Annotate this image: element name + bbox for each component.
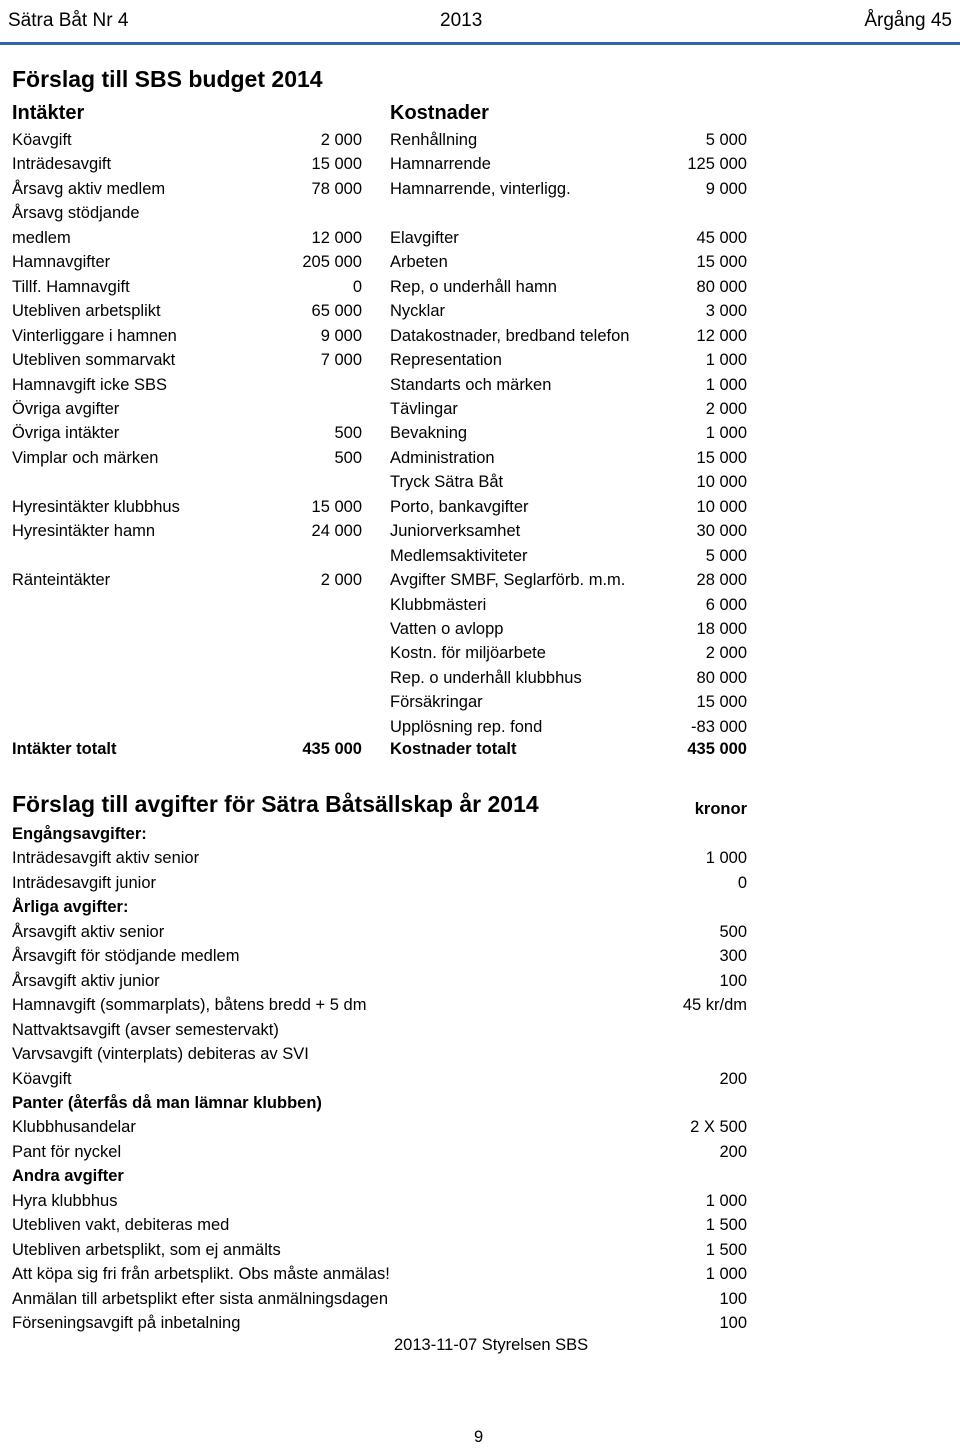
costs-total-row [390, 737, 747, 761]
income-amount: 205 000 [302, 253, 362, 272]
fee-amount: 0 [737, 873, 747, 892]
fee-amount: 100 [719, 1289, 747, 1308]
cost-label: Juniorverksamhet [390, 522, 521, 541]
cost-label: Upplösning rep. fond [390, 717, 543, 736]
cost-amount: 6 000 [705, 595, 747, 614]
income-amount: 24 000 [311, 522, 362, 541]
income-row [12, 324, 362, 348]
income-label: Årsavg stödjande [12, 204, 140, 223]
income-row [12, 152, 362, 176]
cost-amount: 1 000 [705, 424, 747, 443]
income-row [12, 250, 362, 274]
fee-amount: 500 [719, 922, 747, 941]
income-row [12, 446, 362, 470]
income-label: Övriga intäkter [12, 424, 120, 443]
fee-amount: 300 [719, 947, 747, 966]
budget-title: Förslag till SBS budget 2014 [12, 66, 323, 92]
cost-label: Representation [390, 351, 502, 370]
fee-amount: 1 000 [705, 1265, 747, 1284]
fee-label: Pant för nyckel [12, 1142, 122, 1161]
income-amount: 2 000 [320, 131, 362, 149]
cost-label: Vatten o avlopp [390, 620, 504, 638]
income-label: Utebliven sommarvakt [12, 351, 176, 370]
income-row [12, 348, 362, 372]
income-label: Hyresintäkter klubbhus [12, 497, 180, 516]
income-row [12, 299, 362, 323]
fee-label: Utebliven arbetsplikt, som ej anmälts [12, 1240, 281, 1259]
cost-row [390, 715, 747, 739]
fee-row [12, 1018, 747, 1042]
cost-row [390, 470, 747, 494]
fee-amount: 1 500 [705, 1216, 747, 1235]
fee-label: Klubbhusandelar [12, 1118, 136, 1137]
income-total-row [12, 737, 362, 761]
cost-row [390, 128, 747, 152]
fee-row [12, 846, 747, 870]
cost-row [390, 152, 747, 176]
cost-label: Elavgifter [390, 228, 459, 247]
fee-amount: 2 X 500 [690, 1118, 747, 1137]
header-publication: Sätra Båt Nr 4 [8, 10, 129, 31]
cost-row [390, 495, 747, 519]
fee-amount: 200 [719, 1142, 747, 1161]
income-amount: 9 000 [320, 326, 362, 345]
fee-amount: 45 kr/dm [682, 996, 747, 1015]
fees-unit-header: kronor [694, 800, 747, 818]
fees-unit-header-row [600, 797, 747, 821]
fee-row [12, 871, 747, 895]
fee-row [12, 1067, 747, 1091]
cost-amount: 2 000 [705, 644, 747, 663]
header-volume: Årgång 45 [864, 10, 952, 31]
cost-amount: 10 000 [696, 497, 747, 516]
income-label: Hamnavgift icke SBS [12, 375, 167, 394]
cost-label: Klubbmästeri [390, 595, 487, 614]
cost-row [390, 519, 747, 543]
fee-row [12, 895, 747, 919]
cost-label: Arbeten [390, 253, 448, 272]
income-row [12, 421, 362, 445]
fee-row [12, 1311, 747, 1335]
cost-row [390, 617, 747, 641]
cost-row [390, 641, 747, 665]
fee-label: Andra avgifter [12, 1167, 124, 1186]
cost-amount: 30 000 [696, 522, 747, 541]
fee-label: Inträdesavgift junior [12, 873, 156, 892]
cost-label: Försäkringar [390, 693, 483, 712]
cost-label: Kostn. för miljöarbete [390, 644, 546, 663]
income-amount: 2 000 [320, 571, 362, 590]
income-label: Hamnavgifter [12, 253, 111, 272]
fee-row [12, 1115, 747, 1139]
income-heading: Intäkter [12, 102, 85, 124]
cost-row [390, 373, 747, 397]
cost-label: Rep, o underhåll hamn [390, 277, 557, 296]
fee-row [12, 1091, 747, 1115]
income-label: Hyresintäkter hamn [12, 522, 156, 541]
costs-heading: Kostnader [390, 102, 489, 124]
income-amount: 7 000 [320, 351, 362, 370]
fee-row [12, 1042, 747, 1066]
income-label: Köavgift [12, 131, 72, 149]
cost-row [390, 446, 747, 470]
cost-amount: 15 000 [696, 693, 747, 712]
cost-row [390, 226, 747, 250]
cost-row [390, 690, 747, 714]
cost-amount: 1 000 [705, 375, 747, 394]
cost-label: Rep. o underhåll klubbhus [390, 668, 582, 687]
income-row [12, 397, 362, 421]
cost-amount: 18 000 [696, 620, 747, 638]
fee-amount: 200 [719, 1069, 747, 1088]
cost-label: Tävlingar [390, 399, 458, 418]
fee-row [12, 822, 747, 846]
cost-amount: 28 000 [696, 571, 747, 590]
income-row [12, 201, 362, 225]
income-amount: 500 [334, 448, 362, 467]
fee-row [12, 1140, 747, 1164]
costs-total-label: Kostnader totalt [390, 740, 517, 758]
income-row [12, 470, 362, 494]
cost-amount: -83 000 [691, 717, 747, 736]
fee-amount: 100 [719, 1314, 747, 1332]
income-amount: 78 000 [311, 179, 362, 198]
fee-amount: 1 500 [705, 1240, 747, 1259]
cost-amount: 10 000 [696, 473, 747, 492]
income-label: Ränteintäkter [12, 571, 111, 590]
cost-row [390, 177, 747, 201]
cost-row [390, 275, 747, 299]
income-amount: 15 000 [311, 155, 362, 174]
income-label: Vinterliggare i hamnen [12, 326, 177, 345]
fees-title: Förslag till avgifter för Sätra Båtsällskap år 2014 [12, 791, 539, 817]
income-row [12, 177, 362, 201]
fee-label: Panter (återfås då man lämnar klubben) [12, 1093, 322, 1112]
fee-row [12, 944, 747, 968]
signature-line: 2013-11-07 Styrelsen SBS [394, 1336, 589, 1354]
income-amount: 0 [352, 277, 362, 296]
cost-row [390, 250, 747, 274]
income-label: Övriga avgifter [12, 399, 120, 418]
income-label: Inträdesavgift [12, 155, 112, 174]
cost-amount: 125 000 [687, 155, 747, 174]
income-total-label: Intäkter totalt [12, 740, 117, 758]
fee-row [12, 1189, 747, 1213]
cost-row [390, 544, 747, 568]
income-label: Utebliven arbetsplikt [12, 302, 161, 321]
cost-row [390, 666, 747, 690]
income-total-amount: 435 000 [302, 740, 362, 758]
cost-amount: 2 000 [705, 399, 747, 418]
fee-label: Varvsavgift (vinterplats) debiteras av SVI [12, 1045, 309, 1064]
fee-amount: 1 000 [705, 1191, 747, 1210]
page-number: 9 [474, 1428, 484, 1446]
cost-amount: 5 000 [705, 131, 747, 149]
fee-row [12, 993, 747, 1017]
fee-row [12, 1213, 747, 1237]
cost-label: Nycklar [390, 302, 446, 321]
income-row [12, 373, 362, 397]
cost-amount: 15 000 [696, 448, 747, 467]
income-row [12, 275, 362, 299]
fee-row [12, 1164, 747, 1188]
fee-label: Årsavgift aktiv senior [12, 922, 165, 941]
fee-label: Hamnavgift (sommarplats), båtens bredd + 5 dm [12, 996, 367, 1015]
fee-amount: 1 000 [705, 849, 747, 868]
cost-label: Administration [390, 448, 495, 467]
fee-row [12, 920, 747, 944]
income-row [12, 568, 362, 592]
income-row [12, 495, 362, 519]
cost-label: Renhållning [390, 131, 478, 149]
fee-label: Engångsavgifter: [12, 825, 147, 843]
cost-row [390, 397, 747, 421]
income-amount: 15 000 [311, 497, 362, 516]
income-label: Tillf. Hamnavgift [12, 277, 130, 296]
cost-label: Datakostnader, bredband telefon [390, 326, 630, 345]
income-amount: 500 [334, 424, 362, 443]
fee-row [12, 1238, 747, 1262]
fee-row [12, 1262, 747, 1286]
cost-amount: 12 000 [696, 326, 747, 345]
cost-row [390, 324, 747, 348]
cost-row [390, 348, 747, 372]
income-label: Årsavg aktiv medlem [12, 179, 166, 198]
income-amount: 65 000 [311, 302, 362, 321]
fee-label: Årliga avgifter: [12, 898, 129, 917]
cost-row [390, 593, 747, 617]
cost-amount: 15 000 [696, 253, 747, 272]
fee-label: Köavgift [12, 1069, 72, 1088]
fee-label: Att köpa sig fri från arbetsplikt. Obs måste anmälas! [12, 1265, 390, 1284]
cost-label: Tryck Sätra Båt [390, 473, 504, 492]
cost-label: Standarts och märken [390, 375, 552, 394]
cost-amount: 3 000 [705, 302, 747, 321]
page-header [0, 0, 960, 45]
header-year: 2013 [440, 10, 483, 31]
cost-amount: 80 000 [696, 668, 747, 687]
income-row [12, 544, 362, 568]
fee-label: Inträdesavgift aktiv senior [12, 849, 200, 868]
cost-amount: 45 000 [696, 228, 747, 247]
cost-row [390, 299, 747, 323]
cost-amount: 9 000 [705, 179, 747, 198]
income-amount: 12 000 [311, 228, 362, 247]
cost-label: Avgifter SMBF, Seglarförb. m.m. [390, 571, 626, 590]
fee-label: Hyra klubbhus [12, 1191, 118, 1210]
cost-amount: 1 000 [705, 351, 747, 370]
fee-amount: 100 [719, 971, 747, 990]
cost-amount: 80 000 [696, 277, 747, 296]
cost-label: Porto, bankavgifter [390, 497, 529, 516]
income-row [12, 128, 362, 152]
cost-label: Bevakning [390, 424, 468, 443]
costs-total-amount: 435 000 [687, 740, 747, 758]
cost-row [390, 201, 747, 225]
fee-label: Anmälan till arbetsplikt efter sista anmälningsdagen [12, 1289, 389, 1308]
fee-label: Årsavgift för stödjande medlem [12, 947, 240, 966]
fee-label: Utebliven vakt, debiteras med [12, 1216, 230, 1235]
income-row [12, 226, 362, 250]
cost-amount: 5 000 [705, 546, 747, 565]
cost-label: Hamnarrende [390, 155, 491, 174]
cost-row [390, 421, 747, 445]
fee-label: Årsavgift aktiv junior [12, 971, 160, 990]
cost-label: Hamnarrende, vinterligg. [390, 179, 571, 198]
fee-row [12, 969, 747, 993]
cost-label: Medlemsaktiviteter [390, 546, 528, 565]
income-label: medlem [12, 228, 71, 247]
fee-label: Förseningsavgift på inbetalning [12, 1314, 241, 1332]
income-label: Vimplar och märken [12, 448, 159, 467]
cost-row [390, 568, 747, 592]
fee-label: Nattvaktsavgift (avser semestervakt) [12, 1020, 279, 1039]
fee-row [12, 1287, 747, 1311]
income-row [12, 519, 362, 543]
